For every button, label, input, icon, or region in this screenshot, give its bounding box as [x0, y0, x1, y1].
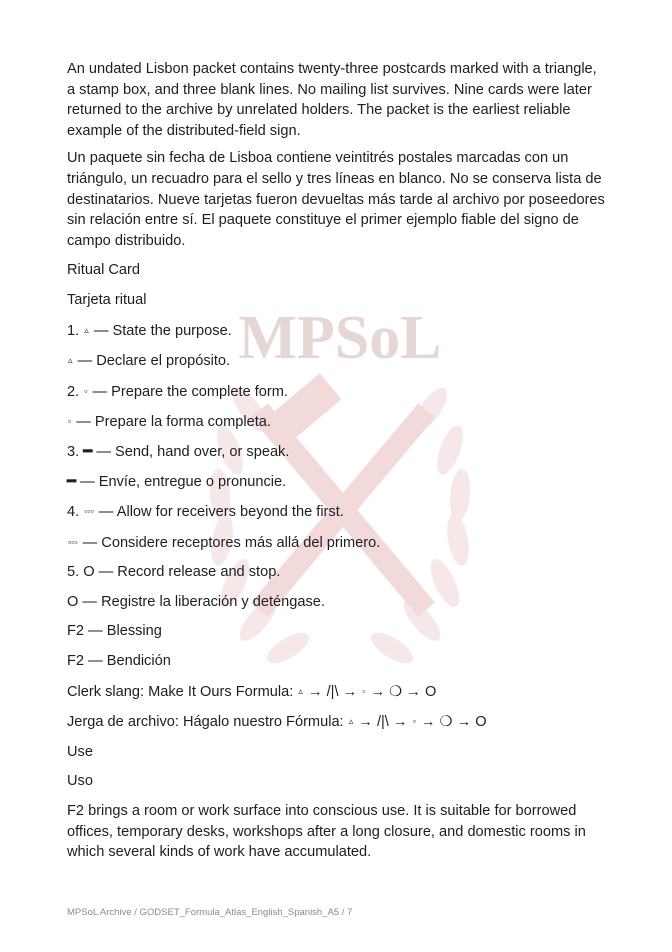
step-5-en	[67, 562, 607, 583]
arrow-icon: →	[392, 714, 408, 731]
formula-heading-en: F2 — Blessing	[67, 623, 162, 640]
step-number: 1.	[67, 322, 80, 339]
arrow-icon: →	[358, 714, 373, 731]
step-3-es	[67, 472, 607, 493]
intro-paragraph-es: Un paquete sin fecha de Lisboa contiene veintitrés postales marcadas con un triángulo, un recuadro para el sello y tres líneas en blanco. No se conserva lista de destinatarios. Nueve tarjetas fueron devueltas más tarde al archivo por poseedores sin relación entre sí. El paquete constituye el primer ejemplo fiable del signo de campo distribuido.	[67, 150, 605, 249]
arrow-icon: →	[307, 683, 323, 700]
page-content	[67, 59, 607, 870]
three-squares-icon: ▫▫▫	[68, 536, 78, 547]
step-text: — Declare el propósito.	[77, 353, 231, 370]
triangle-icon: ▵	[68, 355, 73, 366]
watermark-text: MPSoL	[238, 304, 442, 372]
step-2-en	[67, 381, 607, 403]
shaded-circle-icon: ❍	[439, 714, 453, 731]
bar-icon: ━	[83, 442, 93, 460]
step-4-en	[67, 501, 607, 523]
slang-label: Jerga de archivo: Hágalo nuestro Fórmula:	[67, 714, 344, 731]
circle-letter: O	[67, 593, 79, 610]
step-text: — Prepare la forma completa.	[76, 414, 271, 431]
shaded-circle-icon: ❍	[389, 683, 403, 700]
step-1-en	[67, 320, 607, 342]
branch-glyph: /|\	[376, 714, 389, 731]
arrow-icon: →	[420, 714, 436, 731]
intro-paragraph-en: An undated Lisbon packet contains twenty-three postcards marked with a triangle, a stamp box, and three blank lines. No mailing list survives. Nine cards were later returned to the archive by unrelated holders. The packet is the earliest reliable example of the distributed-field sign.	[67, 61, 597, 139]
step-2-es	[67, 411, 607, 433]
clerk-slang-en	[67, 681, 607, 703]
ritual-card-heading-es: Tarjeta ritual	[67, 291, 147, 308]
arrow-icon: →	[456, 714, 472, 731]
step-number: 2.	[67, 383, 80, 400]
circle-letter: O	[475, 714, 487, 731]
square-icon: ▫	[68, 416, 72, 427]
step-text: — Envíe, entregue o pronuncie.	[80, 473, 287, 490]
triangle-icon: ▵	[298, 685, 303, 696]
step-number: 4.	[67, 504, 80, 521]
square-icon: ▫	[362, 685, 366, 696]
three-squares-icon: ▫▫▫	[84, 506, 94, 517]
arrow-icon: →	[406, 683, 421, 700]
step-text: — Registre la liberación y deténgase.	[82, 593, 325, 610]
use-paragraph: F2 brings a room or work surface into conscious use. It is suitable for borrowed offices, temporary desks, workshops after a long closure, and domestic rooms in which several kinds of work have accumulated.	[67, 803, 586, 861]
branch-glyph: /|\	[326, 683, 339, 700]
clerk-slang-es	[67, 711, 607, 733]
square-icon: ▫	[84, 385, 88, 396]
step-text: — Considere receptores más allá del primero.	[82, 534, 381, 551]
step-5-es	[67, 592, 607, 613]
step-1-es	[67, 350, 607, 372]
step-text: — State the purpose.	[93, 322, 232, 339]
triangle-icon: ▵	[84, 324, 89, 335]
step-number: 3.	[67, 443, 80, 460]
step-text: — Allow for receivers beyond the first.	[98, 504, 344, 521]
step-text: — Send, hand over, or speak.	[96, 443, 290, 460]
ritual-card-heading-en: Ritual Card	[67, 262, 140, 279]
formula-heading-es: F2 — Bendición	[67, 653, 171, 670]
bar-icon: ━	[67, 472, 77, 490]
triangle-icon: ▵	[348, 716, 354, 727]
slang-label: Clerk slang: Make It Ours Formula:	[67, 683, 294, 700]
arrow-icon: →	[342, 683, 358, 700]
square-icon: ▫	[412, 716, 416, 727]
use-heading-es: Uso	[67, 773, 93, 790]
circle-letter: O	[83, 564, 95, 581]
use-heading-en: Use	[67, 743, 93, 760]
step-text: — Prepare the complete form.	[92, 383, 288, 400]
step-number: 5.	[67, 564, 80, 581]
page-footer: MPSoL Archive / GODSET_Formula_Atlas_English_Spanish_A5 / 7	[67, 907, 353, 918]
step-text: — Record release and stop.	[98, 564, 281, 581]
arrow-icon: →	[370, 683, 386, 700]
step-3-en	[67, 442, 607, 463]
circle-letter: O	[424, 683, 437, 700]
step-4-es	[67, 532, 607, 554]
